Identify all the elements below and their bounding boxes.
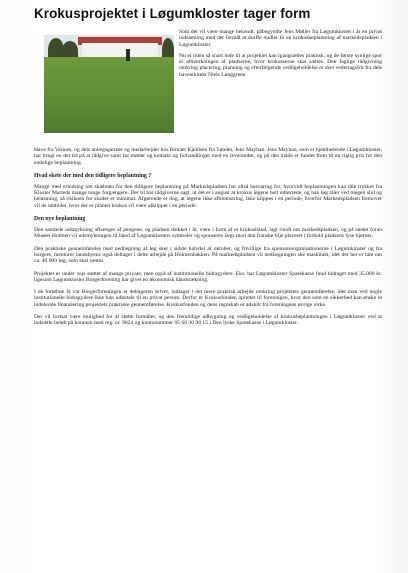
section-nye-paragraph-4: I de forløbne år var Borgerforeningen et deltageren selvet, indtager i det mere praktisk arbejde omkring projektets gennemførelse, idet man ved nogle institutionelle bidragydere ikke kan udbetale til en privat person. Derfor er Krokusfonden oprettet til foreningen, hvor den som en sikkerhed kan ønske et indeholde finansiering projektets praktiske gennemførelse. Krokusfonden og dens regnskab er adskilt fra foreningens øvrige virke. <box>34 289 382 308</box>
document-title: Krokusprojektet i Løgumkloster tager form <box>34 6 311 21</box>
intro-paragraph-1: Som det vil være mange bekendt, påbegyndte Jens Møller fra Løgumkloster i år en privat indsamling med det formål at skaffe midler til en krokusbeplantning af markedspladsen i Løgumkloster. <box>179 29 382 48</box>
section-nye-paragraph-3: Projektet er under vejs støttet af mange private, men også af institutionelle bidragydere. Eks. har Løgumkloster Sparekasse fund bidraget med 35.000 kr. ligesom Løgumkloster Borgerforening har givet en økonomisk håndsrækning. <box>34 270 382 283</box>
intro-paragraph-3: Have fra Varnæs, og dels anlægsgartner og medarbejder hos firmaet Kjeldsen fra Tønder, Jens Mayhan. Jens Mayhan, som er hjemhørende i Løgumkloster, har brugt en del tid på at rådgive samt for møder og kontakt og forhandlinger med en leverandør, og på den måde er fundet frem til en rigtig pris for den endelige beplantning. <box>34 147 382 166</box>
section-nye-paragraph-1: Den samlede udsmykning afhænger af pengene, og pladsen dækket i år, være i form af et krokusbånd, lagt rundt om markedspladsen, og på stedet foran Museet Holmen vil udsmykningen til bånd af Løgumklosters symboler og sponseres lægs mod den franske lilje placeret i forhold pladsens lyse hjørner. <box>34 227 382 240</box>
intro-paragraph-2: Nu er tiden så snart inde til at projektet kan igangsættes praktisk, og de første synlige spor er afmærkningen af pladserne, hvor krokusserne skal sættes. Den faglige rådgivning omkring placering, planning og efterfølgende vedligeholdelse er sket vederlagsfrit fra dels havearkitekt Niels Lønggreen <box>179 52 382 78</box>
section-tidligere-text: Mange med erindring om skæbnen for den tidligere beplantning på Markedspladsen har altså besvaring for, hvorvidt beplantningen kan tåle trykket fra Kloster Marteds mange tunge forgængere. Der til har rådgiverne sagt, at det er i august at krokus løgene helt udtørrede, og han løg tåler ved megen slid og belastning, så risikoen for skader er minimal. Afgørende er dog, at løgene ikke afblomstring, ikke klippes i en periode, hvorfor Markedspladsen fremover vil de ombidet, hvor der er plantet krokus vil være afklippet i en periode. <box>34 183 382 209</box>
intro-right-column <box>179 29 382 78</box>
section-nye-paragraph-5: Der vil fortsat være mulighed for at støtte formålet, og den fremtidige udbygning og vedligeholdelse af krokusbeplantningen i Løgumkloster ved at indsætte beløb på kontoen med reg. nr. 9624 og kontonummer 05 60 30 98 15 i Den lyske Sparekasse i Løgumkloster. <box>34 314 382 327</box>
section-heading-nye: Den nye beplantning <box>34 216 86 223</box>
intro-block <box>34 29 382 119</box>
section-nye-paragraph-2: Den praktiske gennemførelse med nedlægning af løg sker i sidste halvdel af oktober, og frivillige fra sponsoreorganisationerne i Løgumkloster og fra borgere, mentorer landsbyens også deltager i dette arbejde på Holmenbakken. På markedspladsen vil nedlægningen ske maskinelt, idet der her er tale om ca. 40.000 løg, som skal sættes. <box>34 245 382 265</box>
section-heading-tidligere: Hvad skete der med den tidligere beplantning ? <box>34 172 152 179</box>
photo-markedspladsen <box>44 35 174 133</box>
